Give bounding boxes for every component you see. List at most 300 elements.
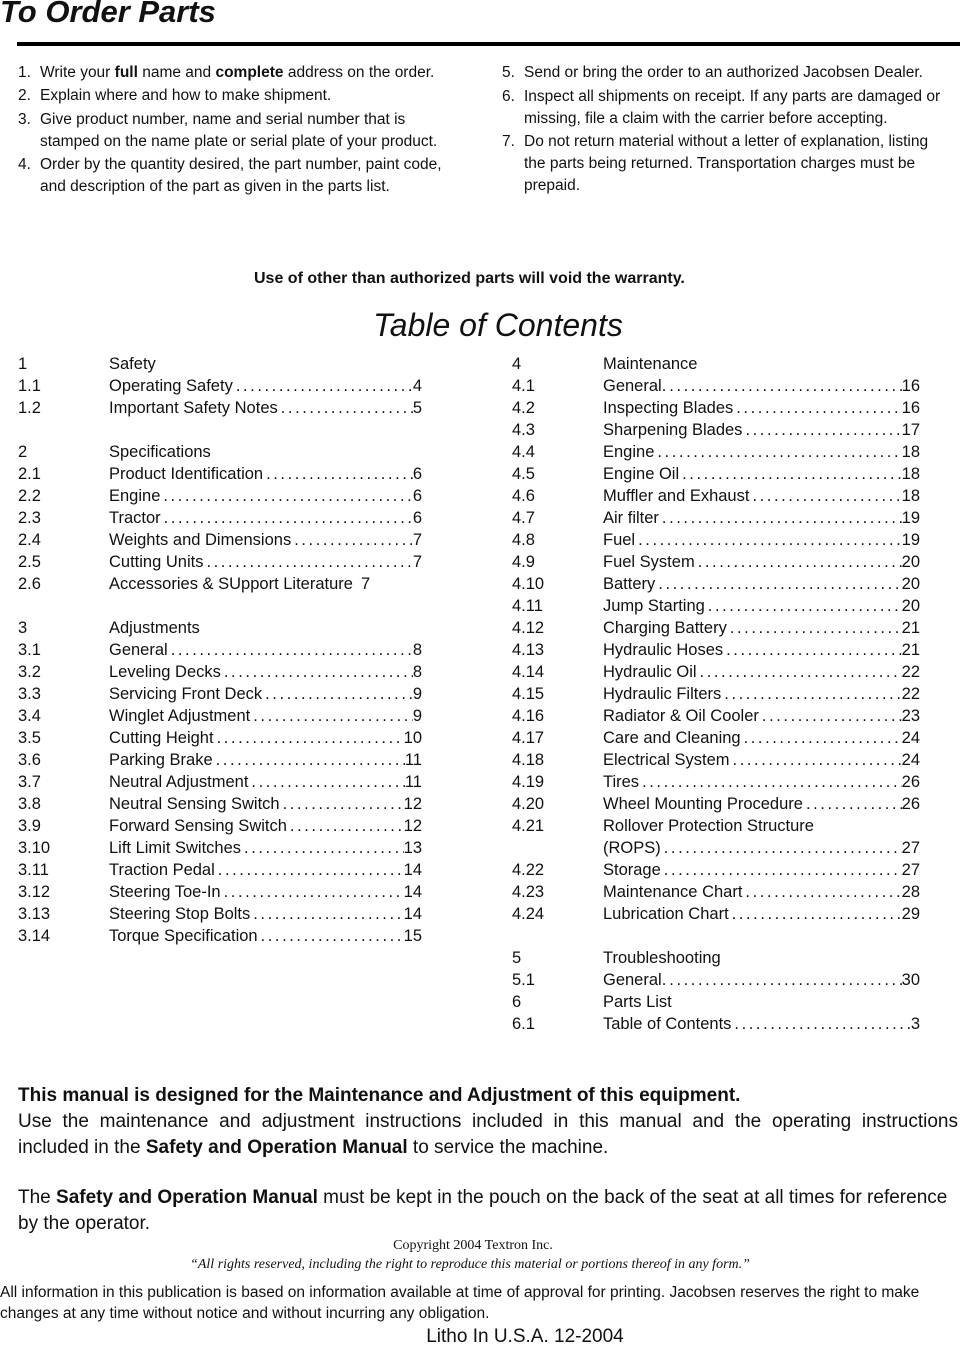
toc-entry-body (109, 485, 422, 507)
toc-dot-leader (250, 903, 403, 925)
toc-entry (512, 1013, 920, 1035)
toc-page-number: 9 (412, 685, 422, 703)
manual-notice-text: must be kept in the pouch on the back of the seat at all times for reference by the operator. (18, 1187, 948, 1234)
toc-entry (18, 375, 422, 397)
toc-entry-title: Steering Stop Bolts (109, 905, 251, 923)
toc-entry-title: General. (603, 971, 667, 989)
toc-page-number: 12 (403, 817, 422, 835)
toc-entry (512, 573, 920, 595)
safety-manual-reference: Safety and Operation Manual (56, 1187, 318, 1208)
toc-dot-leader (248, 771, 404, 793)
toc-entry-body (109, 397, 422, 419)
toc-entry-title: Neutral Sensing Switch (109, 795, 280, 813)
toc-entry (18, 881, 422, 903)
toc-page-number: 20 (901, 553, 920, 571)
toc-page-number: 14 (403, 883, 422, 901)
toc-entry-number: 4.9 (512, 553, 535, 571)
toc-entry (18, 639, 422, 661)
toc-entry-title: Torque Specification (109, 927, 258, 945)
toc-dot-leader (215, 859, 404, 881)
order-step-number: 6. (502, 88, 515, 105)
toc-entry-number: 4.15 (512, 685, 545, 703)
toc-entry (512, 485, 920, 507)
toc-entry-number: 3.10 (18, 839, 51, 857)
toc-entry (18, 837, 422, 859)
toc-page-number: 24 (901, 729, 920, 747)
toc-entry-title: Sharpening Blades (603, 421, 743, 439)
toc-page-number: 7 (360, 575, 371, 593)
toc-entry-title: Air filter (603, 509, 659, 527)
toc-entry-body (603, 903, 920, 925)
toc-entry-body (603, 617, 920, 639)
toc-entry (18, 903, 422, 925)
toc-entry (512, 837, 920, 859)
toc-entry-title: Care and Cleaning (603, 729, 741, 747)
order-step-number: 1. (18, 64, 31, 81)
toc-entry-title: Muffler and Exhaust (603, 487, 750, 505)
toc-entry-number: 3.4 (18, 707, 41, 725)
toc-entry (512, 463, 920, 485)
toc-dot-leader (727, 617, 902, 639)
toc-entry-body (603, 683, 920, 705)
toc-dot-leader (731, 1013, 910, 1035)
order-steps-left (18, 62, 458, 199)
toc-dot-leader (168, 639, 413, 661)
toc-page-number: 9 (412, 707, 422, 725)
toc-entry-title: Radiator & Oil Cooler (603, 707, 759, 725)
toc-page-number: 7 (412, 553, 422, 571)
toc-entry-body (603, 397, 920, 419)
toc-dot-leader (278, 397, 413, 419)
toc-entry (512, 661, 920, 683)
toc-dot-leader (803, 793, 902, 815)
toc-entry-number: 3.11 (18, 861, 49, 879)
toc-entry-title: Electrical System (603, 751, 730, 769)
toc-entry-number: 4.10 (512, 575, 545, 593)
toc-entry-number: 4.22 (512, 861, 545, 879)
toc-entry-number: 4.2 (512, 399, 535, 417)
toc-dot-leader (160, 485, 412, 507)
toc-dot-leader (695, 551, 902, 573)
toc-entry (18, 705, 422, 727)
rights-reserved: “All rights reserved, including the right to reproduce this material or portions thereof in any form.” (190, 1257, 750, 1272)
toc-dot-leader (730, 749, 902, 771)
toc-entry-body (603, 661, 920, 683)
toc-entry-title: General (109, 641, 168, 659)
toc-entry (512, 815, 920, 837)
order-step-text: Inspect all shipments on receipt. If any parts are damaged or missing, file a claim with the carrier before accepting. (524, 88, 941, 127)
toc-entry-body (603, 815, 920, 837)
toc-page-number: 24 (901, 751, 920, 769)
toc-page-number: 6 (412, 487, 422, 505)
toc-entry-title: Tires (603, 773, 640, 791)
toc-entry (512, 749, 920, 771)
manual-notice-paragraph-1 (18, 1109, 958, 1161)
litho-imprint: Litho In U.S.A. 12-2004 (426, 1326, 624, 1347)
toc-page-number: 26 (901, 795, 920, 813)
toc-entry-body (603, 507, 920, 529)
toc-entry (512, 397, 920, 419)
toc-entry-number: 4.7 (512, 509, 535, 527)
toc-page-number: 28 (901, 883, 920, 901)
copyright: Copyright 2004 Textron Inc. (393, 1238, 553, 1253)
toc-entry-body (109, 771, 422, 793)
order-step (502, 86, 952, 130)
toc-page-number: 8 (412, 663, 422, 681)
toc-page-number: 22 (901, 663, 920, 681)
order-step (18, 154, 458, 198)
toc-entry-body (603, 837, 920, 859)
toc-dot-leader (729, 903, 902, 925)
toc-entry-number: 3 (18, 619, 28, 637)
toc-dot-leader (258, 925, 404, 947)
toc-page-number: 17 (901, 421, 920, 439)
toc-entry-title: Storage (603, 861, 661, 879)
toc-entry-number: 4.1 (512, 377, 535, 395)
toc-entry-title: Adjustments (109, 619, 200, 637)
toc-entry-number: 3.7 (18, 773, 41, 791)
toc-dot-leader (661, 859, 902, 881)
toc-entry-title: Battery (603, 575, 656, 593)
toc-entry-body (603, 441, 920, 463)
toc-entry-number: 5 (512, 949, 522, 967)
toc-entry-title: Hydraulic Hoses (603, 641, 724, 659)
order-step-text: address on the order. (283, 64, 435, 81)
toc-dot-leader (741, 727, 902, 749)
toc-entry-title: Lubrication Chart (603, 905, 729, 923)
toc-entry (512, 727, 920, 749)
toc-entry-body (603, 573, 920, 595)
toc-dot-leader (759, 705, 902, 727)
toc-dot-leader (721, 683, 901, 705)
order-step-text: Give product number, name and serial number that is stamped on the name plate or serial plate of your product. (40, 111, 438, 150)
toc-dot-leader (733, 397, 901, 419)
order-step (18, 85, 458, 107)
toc-dot-leader (639, 771, 902, 793)
toc-entry (18, 793, 422, 815)
toc-entry-number: 1.2 (18, 399, 41, 417)
toc-entry-number: 2 (18, 443, 28, 461)
toc-spacer (18, 595, 422, 617)
order-step-text: Write your (40, 64, 115, 81)
toc-entry-body (109, 441, 422, 463)
toc-page-number: 18 (901, 443, 920, 461)
toc-entry-body (603, 991, 920, 1013)
toc-entry-title: Cutting Units (109, 553, 204, 571)
toc-page-number: 18 (901, 465, 920, 483)
toc-entry-title: Table of Contents (603, 1015, 732, 1033)
toc-dot-leader (661, 837, 902, 859)
manual-notice-paragraph-2 (18, 1185, 958, 1237)
toc-entry (512, 551, 920, 573)
order-step-emphasis: complete (215, 64, 284, 81)
toc-entry-title: Accessories & SUpport Literature (109, 575, 353, 593)
toc-dot-leader (655, 573, 901, 595)
toc-page-number: 19 (901, 509, 920, 527)
toc-dot-leader (749, 485, 901, 507)
toc-entry-title: Wheel Mounting Procedure (603, 795, 803, 813)
toc-section-heading (512, 991, 920, 1013)
toc-page-number: 11 (404, 751, 422, 769)
manual-notice (18, 1083, 958, 1237)
toc-entry-number: 3.14 (18, 927, 51, 945)
toc-entry-number: 6 (512, 993, 522, 1011)
toc-entry-body (603, 375, 920, 397)
toc-page-number: 14 (403, 905, 422, 923)
toc-entry-body (603, 419, 920, 441)
toc-entry-number: 1 (18, 355, 28, 373)
toc-dot-leader (742, 881, 901, 903)
toc-entry-title: Engine (603, 443, 655, 461)
toc-entry-number: 3.3 (18, 685, 41, 703)
toc-entry-title: Troubleshooting (603, 949, 721, 967)
toc-entry-number: 4.14 (512, 663, 545, 681)
toc-dot-leader (203, 551, 412, 573)
toc-entry-number: 4.4 (512, 443, 535, 461)
toc-entry-title: Forward Sensing Switch (109, 817, 287, 835)
toc-entry-body (109, 617, 422, 639)
toc-dot-leader (723, 639, 902, 661)
toc-entry (18, 573, 422, 595)
order-step (502, 131, 952, 197)
toc-entry-title: Parking Brake (109, 751, 213, 769)
toc-entry-body (109, 705, 422, 727)
order-step-text: Explain where and how to make shipment. (40, 87, 332, 104)
toc-page-number: 3 (910, 1015, 920, 1033)
toc-entry (18, 925, 422, 947)
order-step-number: 5. (502, 64, 515, 81)
order-step-number: 3. (18, 111, 31, 128)
order-step (18, 109, 458, 153)
manual-notice-text: The (18, 1187, 57, 1208)
toc-entry-number: 4.5 (512, 465, 535, 483)
order-step-text: Send or bring the order to an authorized Jacobsen Dealer. (524, 64, 923, 81)
order-step (502, 62, 952, 84)
toc-entry-number: 3.12 (18, 883, 51, 901)
toc-dot-leader (635, 529, 902, 551)
toc-entry-number: 4.20 (512, 795, 545, 813)
toc-entry-number: 3.5 (18, 729, 41, 747)
toc-page-number: 15 (403, 927, 422, 945)
toc-entry (18, 397, 422, 419)
toc-entry (512, 903, 920, 925)
manual-notice-headline: This manual is designed for the Maintenance and Adjustment of this equipment. (18, 1085, 741, 1106)
toc-entry-body (109, 727, 422, 749)
toc-page-number: 19 (901, 531, 920, 549)
toc-entry-title: Inspecting Blades (603, 399, 734, 417)
toc-entry-body (603, 551, 920, 573)
toc-entry-body (109, 793, 422, 815)
toc-page-number: 23 (901, 707, 920, 725)
toc-entry-title: General. (603, 377, 667, 395)
manual-notice-text: to service the machine. (407, 1137, 609, 1158)
toc-entry (18, 727, 422, 749)
toc-entry-number: 2.1 (18, 465, 41, 483)
toc-page-number: 5 (412, 399, 422, 417)
toc-left-column (18, 353, 422, 947)
toc-entry-number: 3.9 (18, 817, 41, 835)
toc-entry-title: Rollover Protection Structure (603, 817, 814, 835)
toc-entry-title: Product Identification (109, 465, 264, 483)
toc-entry (512, 507, 920, 529)
toc-entry-body (109, 903, 422, 925)
toc-page-number: 4 (412, 377, 422, 395)
toc-entry-body (109, 837, 422, 859)
toc-entry (512, 639, 920, 661)
toc-page-number: 18 (901, 487, 920, 505)
toc-entry (512, 771, 920, 793)
toc-entry-title: Engine Oil (603, 465, 680, 483)
toc-entry-number: 4.16 (512, 707, 545, 725)
toc-entry-body (109, 551, 422, 573)
toc-entry-number: 2.3 (18, 509, 41, 527)
toc-entry-title: Neutral Adjustment (109, 773, 249, 791)
toc-entry-number: 4.23 (512, 883, 545, 901)
toc-entry-title: Cutting Height (109, 729, 214, 747)
toc-dot-leader (221, 661, 413, 683)
toc-entry-title: Leveling Decks (109, 663, 221, 681)
toc-entry-title: Fuel (603, 531, 636, 549)
toc-entry-title: Winglet Adjustment (109, 707, 251, 725)
toc-page-number: 14 (403, 861, 422, 879)
toc-page-number: 29 (901, 905, 920, 923)
toc-dot-leader (659, 507, 902, 529)
toc-entry-body (109, 353, 422, 375)
toc-entry-title: Jump Starting (603, 597, 705, 615)
toc-dot-leader (250, 705, 413, 727)
toc-section-heading (18, 441, 422, 463)
toc-entry-title: Steering Toe-In (109, 883, 221, 901)
toc-page-number: 22 (901, 685, 920, 703)
toc-dot-leader (161, 507, 413, 529)
toc-entry-body (109, 639, 422, 661)
toc-entry-body (603, 969, 920, 991)
toc-entry-body (603, 1013, 920, 1035)
toc-entry-title: Traction Pedal (109, 861, 215, 879)
toc-page-number: 20 (901, 597, 920, 615)
toc-entry-title: (ROPS) (603, 839, 661, 857)
toc-dot-leader (679, 463, 902, 485)
toc-page-number: 21 (901, 641, 920, 659)
toc-entry-body (109, 661, 422, 683)
toc-entry (512, 529, 920, 551)
toc-entry (512, 595, 920, 617)
toc-page-number: 16 (901, 377, 920, 395)
toc-dot-leader (262, 683, 413, 705)
toc-page-number: 8 (412, 641, 422, 659)
toc-dot-leader (666, 969, 901, 991)
toc-dot-leader (666, 375, 901, 397)
toc-entry-number: 3.2 (18, 663, 41, 681)
toc-entry-number: 4.6 (512, 487, 535, 505)
toc-heading: Table of Contents (373, 307, 623, 343)
toc-entry (18, 815, 422, 837)
toc-entry-body (603, 639, 920, 661)
warranty-notice: Use of other than authorized parts will void the warranty. (254, 270, 685, 287)
toc-entry-number: 4 (512, 355, 522, 373)
toc-entry (18, 529, 422, 551)
toc-entry-number: 3.8 (18, 795, 41, 813)
toc-entry-number: 4.17 (512, 729, 545, 747)
toc-entry (18, 485, 422, 507)
toc-entry (18, 551, 422, 573)
toc-entry-title: Engine (109, 487, 161, 505)
toc-entry (18, 507, 422, 529)
toc-dot-leader (654, 441, 901, 463)
toc-entry-body (109, 925, 422, 947)
toc-entry-number: 4.24 (512, 905, 545, 923)
toc-entry-number: 4.18 (512, 751, 545, 769)
toc-entry (512, 859, 920, 881)
toc-page-number: 6 (412, 465, 422, 483)
toc-entry-number: 1.1 (18, 377, 41, 395)
toc-entry-number: 2.6 (18, 575, 41, 593)
toc-entry-body (603, 947, 920, 969)
toc-entry-number: 3.1 (18, 641, 41, 659)
toc-entry-body (603, 881, 920, 903)
toc-entry-title: Maintenance Chart (603, 883, 743, 901)
toc-entry-body (109, 573, 422, 595)
toc-entry-number: 4.19 (512, 773, 545, 791)
toc-entry-number: 6.1 (512, 1015, 535, 1033)
toc-entry-title: Operating Safety (109, 377, 233, 395)
toc-entry-number: 5.1 (512, 971, 535, 989)
toc-dot-leader (697, 661, 902, 683)
toc-entry-body (603, 793, 920, 815)
toc-entry (18, 771, 422, 793)
toc-entry-title: Tractor (109, 509, 161, 527)
toc-dot-leader (742, 419, 901, 441)
toc-entry-number: 2.5 (18, 553, 41, 571)
order-step-emphasis: full (114, 64, 138, 81)
toc-entry-body (603, 353, 920, 375)
toc-dot-leader (214, 727, 404, 749)
toc-entry (18, 463, 422, 485)
toc-entry-body (109, 859, 422, 881)
order-steps-right (502, 62, 952, 198)
toc-entry-body (603, 749, 920, 771)
toc-entry-title: Hydraulic Oil (603, 663, 697, 681)
toc-entry (512, 969, 920, 991)
order-step (18, 62, 458, 84)
toc-entry-title: Specifications (109, 443, 211, 461)
toc-entry-body (603, 595, 920, 617)
toc-entry-number: 4.8 (512, 531, 535, 549)
toc-page-number: 30 (901, 971, 920, 989)
toc-entry-title: Important Safety Notes (109, 399, 278, 417)
toc-page-number: 21 (901, 619, 920, 637)
toc-entry-body (109, 507, 422, 529)
toc-entry-title: Fuel System (603, 553, 695, 571)
toc-right-column (512, 353, 920, 1035)
toc-section-heading (512, 353, 920, 375)
toc-dot-leader (280, 793, 404, 815)
toc-entry (512, 441, 920, 463)
toc-dot-leader (241, 837, 404, 859)
order-step-number: 2. (18, 87, 31, 104)
toc-entry-title: Hydraulic Filters (603, 685, 722, 703)
toc-entry-body (109, 529, 422, 551)
toc-entry-number: 4.13 (512, 641, 545, 659)
toc-entry-title: Parts List (603, 993, 672, 1011)
toc-page-number: 27 (901, 861, 920, 879)
order-step-number: 4. (18, 156, 31, 173)
toc-entry-number: 2.4 (18, 531, 41, 549)
toc-dot-leader (705, 595, 902, 617)
toc-dot-leader (291, 529, 413, 551)
toc-entry (512, 375, 920, 397)
toc-page-number: 6 (412, 509, 422, 527)
